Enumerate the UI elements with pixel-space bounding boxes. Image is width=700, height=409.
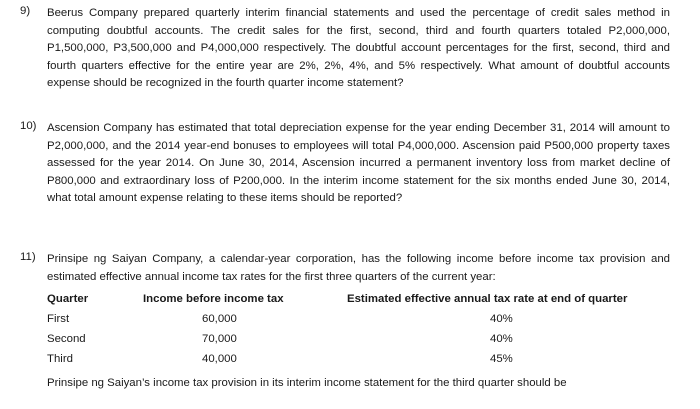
question-9 (20, 5, 670, 93)
cell-income: 70,000 (202, 333, 237, 345)
question-number: 10) (20, 120, 37, 132)
question-text: Ascension Company has estimated that total depreciation expense for the year ending December 31, 2014 will amount to P2,000,000, and the 2014 year-end bonuses to employees will total P4,000,000. Ascension paid P500,000 property taxes assessed for the year 2014. On June 30, 2014, Ascension incurred a permanent inventory loss from market decline of P800,000 and extraordinary loss of P200,000. In the interim income statement for the six months ended June 30, 2014, what total amount expense relating to these items should be reported? (47, 122, 670, 205)
question-text: Prinsipe ng Saiyan Company, a calendar-year corporation, has the following income before income tax provision and estimated effective annual income tax rates for the first three quarters of the current year: (47, 253, 670, 283)
cell-income: 40,000 (202, 353, 237, 365)
table-header-row (47, 293, 667, 313)
header-income: Income before income tax (143, 293, 284, 305)
table-row (47, 353, 667, 373)
cell-rate: 40% (490, 333, 513, 345)
cell-quarter: Third (47, 353, 73, 365)
cell-rate: 40% (490, 313, 513, 325)
cell-income: 60,000 (202, 313, 237, 325)
question-closing-text: Prinsipe ng Saiyan’s income tax provision in its interim income statement for the third quarter should be (47, 377, 567, 389)
question-number: 11) (20, 251, 36, 263)
question-10 (20, 120, 670, 208)
tax-rate-table (47, 293, 667, 373)
header-quarter: Quarter (47, 293, 89, 305)
question-text: Beerus Company prepared quarterly interim financial statements and used the percentage of credit sales method in computing doubtful accounts. The credit sales for the first, second, third and fourth quarters totaled P2,000,000, P1,500,000, P3,500,000 and P4,000,000 respectively. The doubtful account percentages for the first, second, third and fourth quarters effective for the entire year are 2%, 2%, 4%, and 5% respectively. What amount of doubtful accounts expense should be recognized in the fourth quarter income statement? (47, 7, 670, 90)
table-row (47, 313, 667, 333)
cell-rate: 45% (490, 353, 513, 365)
cell-quarter: Second (47, 333, 86, 345)
cell-quarter: First (47, 313, 70, 325)
question-number: 9) (20, 5, 31, 17)
table-row (47, 333, 667, 353)
header-rate: Estimated effective annual tax rate at end of quarter (347, 293, 628, 305)
question-11 (20, 251, 670, 286)
